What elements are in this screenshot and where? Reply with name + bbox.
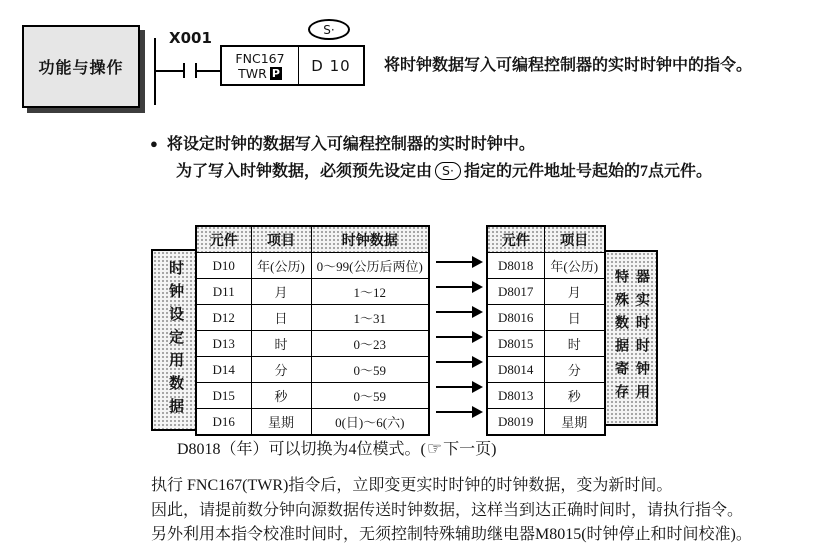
arrow-right-icon — [436, 281, 483, 293]
clock-set-data-table — [195, 225, 430, 436]
cell: 年(公历) — [544, 253, 605, 279]
right-side-caption-col1: 特殊数据寄存 — [613, 269, 628, 407]
cell: D10 — [196, 253, 251, 279]
footer-paragraph — [151, 474, 752, 548]
instruction-mnemonic — [222, 47, 299, 84]
hand-pointer-icon: ☞ — [426, 439, 443, 458]
cell: D8018 — [487, 253, 544, 279]
cell: 月 — [544, 279, 605, 305]
function-title-box — [22, 25, 140, 108]
bullet-line-1-text: 将设定时钟的数据写入可编程控制器的实时时钟中。 — [166, 136, 535, 153]
table-row — [196, 305, 429, 331]
table-row — [196, 409, 429, 436]
col-header: 项目 — [251, 226, 311, 253]
footer-line-1: 执行 FNC167(TWR)指令后，立即变更实时时钟的时钟数据，变为新时间。 — [151, 477, 673, 494]
col-header: 元件 — [487, 226, 544, 253]
footer-line-2: 因此，请提前数分钟向源数据传送时钟数据，这样当到达正确时间时，请执行指令。 — [151, 501, 744, 519]
cell: D16 — [196, 409, 251, 436]
left-side-caption-text: 时钟设定用数据 — [167, 259, 183, 421]
wire — [156, 70, 183, 72]
table-row — [196, 253, 429, 279]
cell: 1～12 — [311, 279, 429, 305]
source-operand-inline-tag: S· — [435, 162, 461, 180]
note-line — [177, 436, 496, 459]
operand-cell: D 10 — [311, 56, 351, 75]
table-header-row — [196, 226, 429, 253]
pulse-flag-badge: P — [271, 66, 280, 80]
col-header: 时钟数据 — [311, 226, 429, 253]
cell: D8013 — [487, 383, 544, 409]
cell: 0(日)～6(六) — [311, 409, 429, 436]
source-operand-tag — [308, 19, 350, 40]
table-row — [487, 409, 605, 436]
left-table-side-caption — [151, 249, 198, 431]
table-row — [487, 253, 605, 279]
bullet-line-2 — [176, 158, 712, 181]
wire — [197, 70, 220, 72]
cell: 秒 — [251, 383, 311, 409]
cell: D8014 — [487, 357, 544, 383]
table-header-row — [487, 226, 605, 253]
cell: 1～31 — [311, 305, 429, 331]
note-post: 下一页) — [443, 441, 497, 458]
cell: 0～59 — [311, 383, 429, 409]
cell: 日 — [251, 305, 311, 331]
footer-line-3: 另外利用本指令校准时间时，无须控制特殊辅助继电器M8015(时钟停止和时间校准)。 — [151, 526, 752, 543]
arrow-right-icon — [436, 256, 483, 268]
cell: D14 — [196, 357, 251, 383]
arrow-right-icon — [436, 381, 483, 393]
mnemonic-label: TWR — [238, 65, 267, 81]
cell: D8019 — [487, 409, 544, 436]
cell: 0～99(公历后两位) — [311, 253, 429, 279]
cell: 星期 — [251, 409, 311, 436]
special-register-table — [486, 225, 606, 436]
cell: 星期 — [544, 409, 605, 436]
col-header: 元件 — [196, 226, 251, 253]
cell: D8016 — [487, 305, 544, 331]
cell: D15 — [196, 383, 251, 409]
table-row — [487, 357, 605, 383]
table-row — [487, 279, 605, 305]
cell: 月 — [251, 279, 311, 305]
table-row — [196, 331, 429, 357]
table-row — [487, 331, 605, 357]
cell: 分 — [544, 357, 605, 383]
bullet-line-2-post: 指定的元件地址号起始的7点元件。 — [463, 163, 712, 180]
fnc-number: FNC167 — [235, 50, 285, 66]
cell: 0～59 — [311, 357, 429, 383]
arrow-right-icon — [436, 406, 483, 418]
cell: D12 — [196, 305, 251, 331]
cell: 0～23 — [311, 331, 429, 357]
right-table-side-caption — [604, 250, 658, 426]
cell: 秒 — [544, 383, 605, 409]
cell: D13 — [196, 331, 251, 357]
contact-label: X001 — [169, 29, 212, 47]
table-row — [487, 383, 605, 409]
cell: 时 — [251, 331, 311, 357]
table-row — [196, 279, 429, 305]
intro-text: 将时钟数据写入可编程控制器的实时时钟中的指令。 — [384, 57, 753, 74]
table-row — [196, 383, 429, 409]
cell: 时 — [544, 331, 605, 357]
arrow-right-icon — [436, 306, 483, 318]
instruction-box — [220, 45, 365, 86]
col-header: 项目 — [544, 226, 605, 253]
bullet-line-2-pre: 为了写入时钟数据，必须预先设定由 — [176, 163, 433, 180]
table-row — [196, 357, 429, 383]
table-row — [487, 305, 605, 331]
contact-icon — [183, 63, 185, 78]
cell: D8017 — [487, 279, 544, 305]
cell: D11 — [196, 279, 251, 305]
arrow-right-icon — [436, 331, 483, 343]
cell: 日 — [544, 305, 605, 331]
function-title-label: 功能与操作 — [38, 60, 124, 77]
cell: D8015 — [487, 331, 544, 357]
note-pre: D8018（年）可以切换为4位模式。( — [177, 441, 426, 458]
bullet-icon: ● — [150, 136, 158, 151]
cell: 年(公历) — [251, 253, 311, 279]
bullet-line-1 — [150, 131, 535, 154]
source-operand-label: S· — [323, 22, 335, 37]
right-side-caption-col2: 器实时时钟用 — [634, 269, 649, 407]
cell: 分 — [251, 357, 311, 383]
arrow-right-icon — [436, 356, 483, 368]
